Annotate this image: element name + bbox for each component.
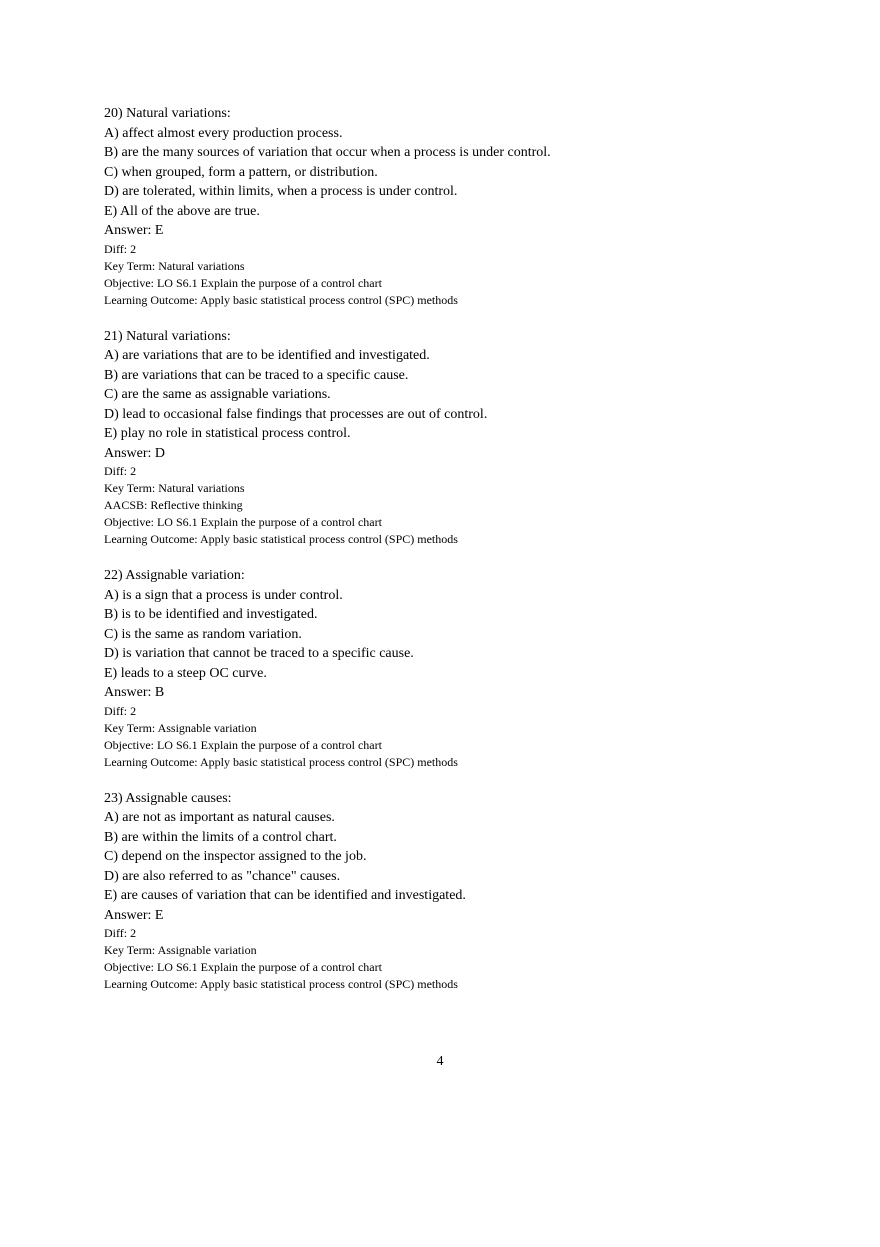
learning-outcome: Learning Outcome: Apply basic statistical process control (SPC) methods xyxy=(104,754,458,769)
question-stem: 20) Natural variations: xyxy=(104,106,231,121)
option-e: E) All of the above are true. xyxy=(104,203,260,219)
option-b: B) is to be identified and investigated. xyxy=(104,607,318,622)
learning-outcome: Learning Outcome: Apply basic statistical process control (SPC) methods xyxy=(104,532,458,546)
option-e: E) are causes of variation that can be identified and investigated. xyxy=(104,888,466,903)
option-a: A) are variations that are to be identified and investigated. xyxy=(104,348,430,363)
page-content xyxy=(104,104,804,993)
option-a: A) affect almost every production process. xyxy=(104,125,343,141)
question-22 xyxy=(104,566,804,771)
option-d: D) lead to occasional false findings that processes are out of control. xyxy=(104,406,488,422)
objective: Objective: LO S6.1 Explain the purpose of a control chart xyxy=(104,960,382,974)
aacsb: AACSB: Reflective thinking xyxy=(104,498,243,512)
answer: Answer: E xyxy=(104,907,164,923)
learning-outcome: Learning Outcome: Apply basic statistical process control (SPC) methods xyxy=(104,977,458,991)
option-c: C) is the same as random variation. xyxy=(104,626,302,642)
question-23 xyxy=(104,789,804,994)
option-c: C) depend on the inspector assigned to the job. xyxy=(104,849,367,864)
option-a: A) are not as important as natural causes. xyxy=(104,810,335,825)
key-term: Key Term: Assignable variation xyxy=(104,943,257,957)
option-d: D) are also referred to as "chance" causes. xyxy=(104,868,341,884)
option-e: E) play no role in statistical process control. xyxy=(104,426,351,441)
answer: Answer: E xyxy=(104,223,164,238)
difficulty: Diff: 2 xyxy=(104,926,137,940)
question-20 xyxy=(104,104,804,309)
objective: Objective: LO S6.1 Explain the purpose of a control chart xyxy=(104,515,382,529)
difficulty: Diff: 2 xyxy=(104,703,137,718)
key-term: Key Term: Natural variations xyxy=(104,258,245,273)
option-c: C) are the same as assignable variations. xyxy=(104,387,331,402)
question-21 xyxy=(104,327,804,549)
objective: Objective: LO S6.1 Explain the purpose of a control chart xyxy=(104,275,382,290)
answer: Answer: B xyxy=(104,685,165,700)
objective: Objective: LO S6.1 Explain the purpose of a control chart xyxy=(104,737,382,752)
option-b: B) are variations that can be traced to a specific cause. xyxy=(104,367,409,383)
answer: Answer: D xyxy=(104,445,166,461)
key-term: Key Term: Assignable variation xyxy=(104,720,257,735)
option-d: D) are tolerated, within limits, when a process is under control. xyxy=(104,184,458,199)
option-e: E) leads to a steep OC curve. xyxy=(104,665,267,681)
difficulty: Diff: 2 xyxy=(104,464,137,478)
question-stem: 23) Assignable causes: xyxy=(104,790,232,806)
learning-outcome: Learning Outcome: Apply basic statistical process control (SPC) methods xyxy=(104,292,458,307)
difficulty: Diff: 2 xyxy=(104,241,137,256)
option-a: A) is a sign that a process is under control. xyxy=(104,587,343,603)
key-term: Key Term: Natural variations xyxy=(104,481,245,495)
question-stem: 21) Natural variations: xyxy=(104,328,231,344)
option-b: B) are within the limits of a control chart. xyxy=(104,829,337,845)
option-d: D) is variation that cannot be traced to a specific cause. xyxy=(104,646,414,661)
question-stem: 22) Assignable variation: xyxy=(104,568,245,583)
option-b: B) are the many sources of variation that occur when a process is under control. xyxy=(104,145,551,160)
page-number: 4 xyxy=(436,1054,444,1069)
option-c: C) when grouped, form a pattern, or distribution. xyxy=(104,164,378,180)
